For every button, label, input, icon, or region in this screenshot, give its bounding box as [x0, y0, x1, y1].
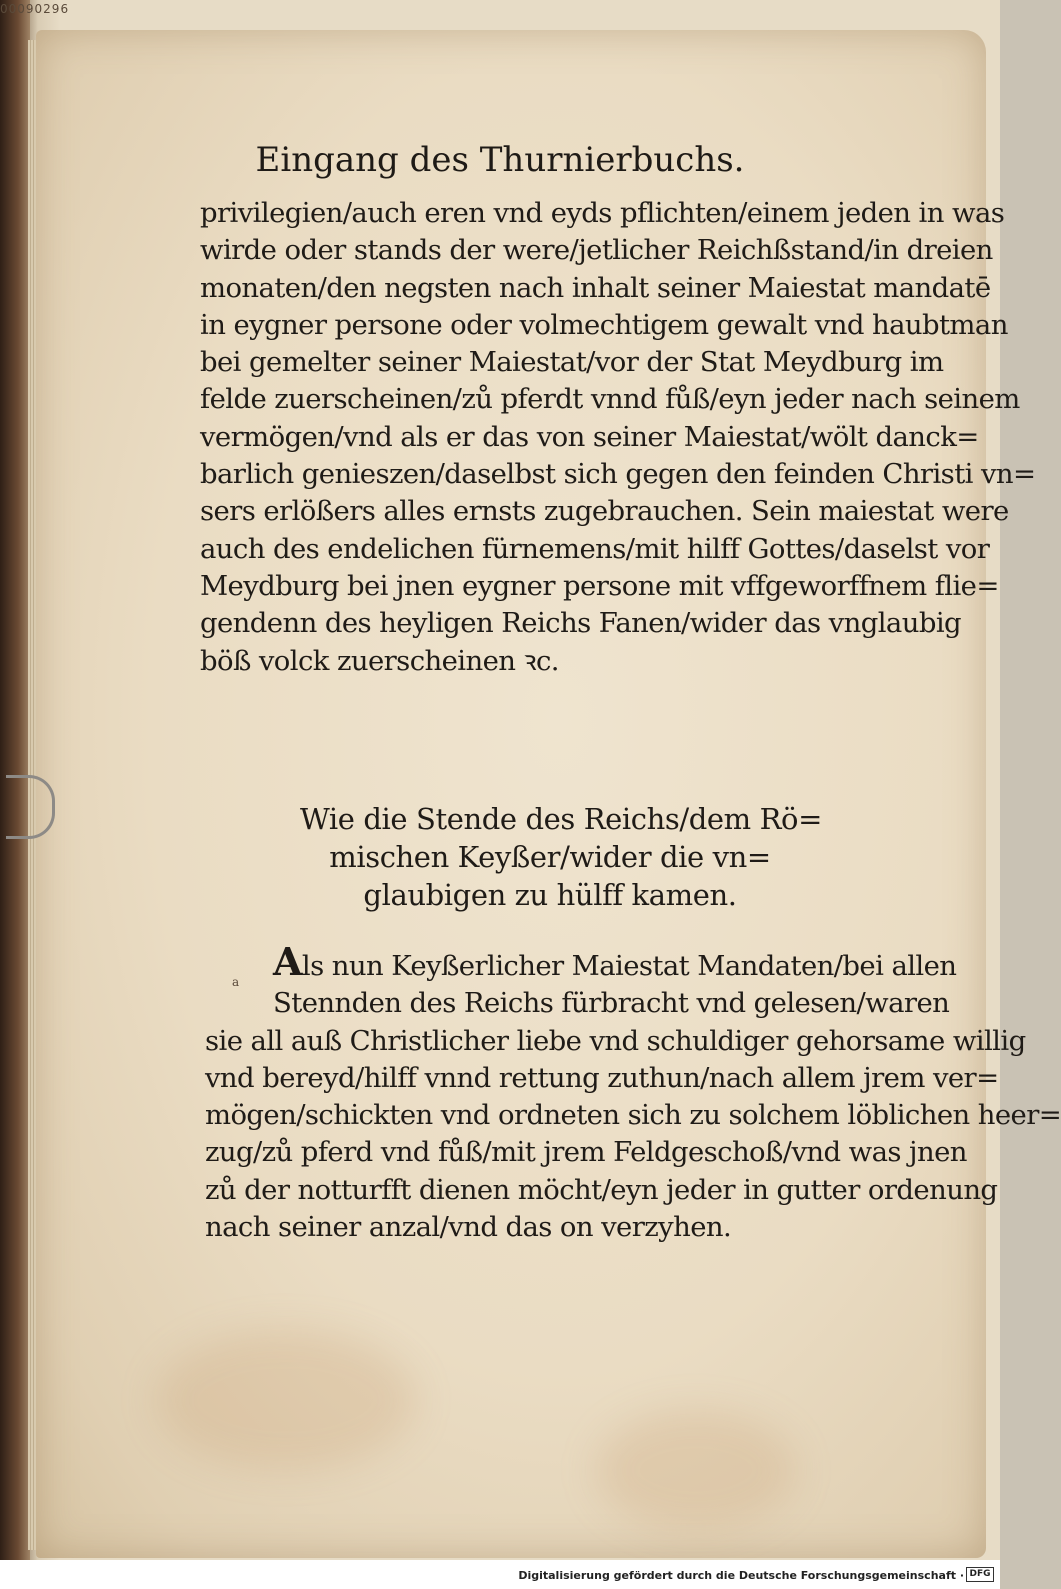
text-line: barlich genieszen/daselbst sich gegen den feinden Christi vn=: [200, 458, 1036, 491]
text-line: gendenn des heyligen Reichs Fanen/wider das vnglaubig: [200, 607, 962, 640]
text-line: zug/zů pferd vnd fůß/mit jrem Feldgeschoß/vnd was jnen: [205, 1136, 967, 1169]
text-line-rest: ls nun Keyßerlicher Maiestat Mandaten/bei allen: [301, 950, 957, 982]
text-line: böß volck zuerscheinen ꝛc.: [200, 644, 559, 677]
text-line: zů der notturfft dienen möcht/eyn jeder in gutter ordenung: [205, 1173, 998, 1206]
initial-letter: A: [273, 939, 302, 984]
footer-bar: [0, 1560, 1000, 1589]
running-head: Eingang des Thurnierbuchs.: [255, 140, 745, 180]
text-line: felde zuerscheinen/zů pferdt vnnd fůß/eyn jeder nach seinem: [200, 383, 1020, 416]
text-line: [205, 939, 957, 985]
page-stain: [156, 1330, 416, 1470]
heading-line: glaubigen zu hülff kamen.: [363, 878, 737, 912]
text-line: nach seiner anzal/vnd das on verzyhen.: [205, 1211, 732, 1244]
text-line: vermögen/vnd als er das von seiner Maiestat/wölt danck=: [200, 420, 979, 453]
text-line: auch des endelichen fürnemens/mit hilff Gottes/daselst vor: [200, 532, 990, 565]
paragraph-1: [200, 195, 1036, 680]
dfg-logo: DFG: [966, 1567, 994, 1582]
section-heading: [300, 800, 822, 914]
text-line: vnd bereyd/hilff vnnd rettung zuthun/nach allem jrem ver=: [205, 1061, 999, 1094]
text-line: wirde oder stands der were/jetlicher Reichßstand/in dreien: [200, 234, 993, 267]
text-line: in eygner persone oder volmechtigem gewalt vnd haubtman: [200, 308, 1008, 341]
text-line: Meydburg bei jnen eygner persone mit vffgeworffnem flie=: [200, 569, 999, 602]
text-line: sers erlößers alles ernsts zugebrauchen. Sein maiestat were: [200, 495, 1009, 528]
paragraph-2: [205, 939, 1061, 1246]
text-line: sie all auß Christlicher liebe vnd schuldiger gehorsame willig: [205, 1024, 1026, 1057]
text-line: mögen/schickten vnd ordneten sich zu solchem löblichen heer=: [205, 1099, 1061, 1132]
page-stain: [596, 1410, 796, 1530]
text-line: privilegien/auch eren vnd eyds pflichten/einem jeden in was: [200, 197, 1005, 229]
funding-credit: Digitalisierung gefördert durch die Deutsche Forschungsgemeinschaft ·: [518, 1569, 964, 1582]
heading-line: mischen Keyßer/wider die vn=: [329, 840, 771, 874]
text-line: Stennden des Reichs fürbracht vnd gelesen/waren: [273, 987, 950, 1020]
text-line: monaten/den negsten nach inhalt seiner Maiestat mandatē: [200, 271, 991, 304]
text-line: bei gemelter seiner Maiestat/vor der Stat Meydburg im: [200, 346, 944, 379]
archive-id: 00090296: [0, 2, 70, 16]
paper-clip: [6, 775, 55, 839]
margin-mark: a: [232, 975, 240, 989]
heading-line: Wie die Stende des Reichs/dem Rö=: [300, 802, 822, 836]
